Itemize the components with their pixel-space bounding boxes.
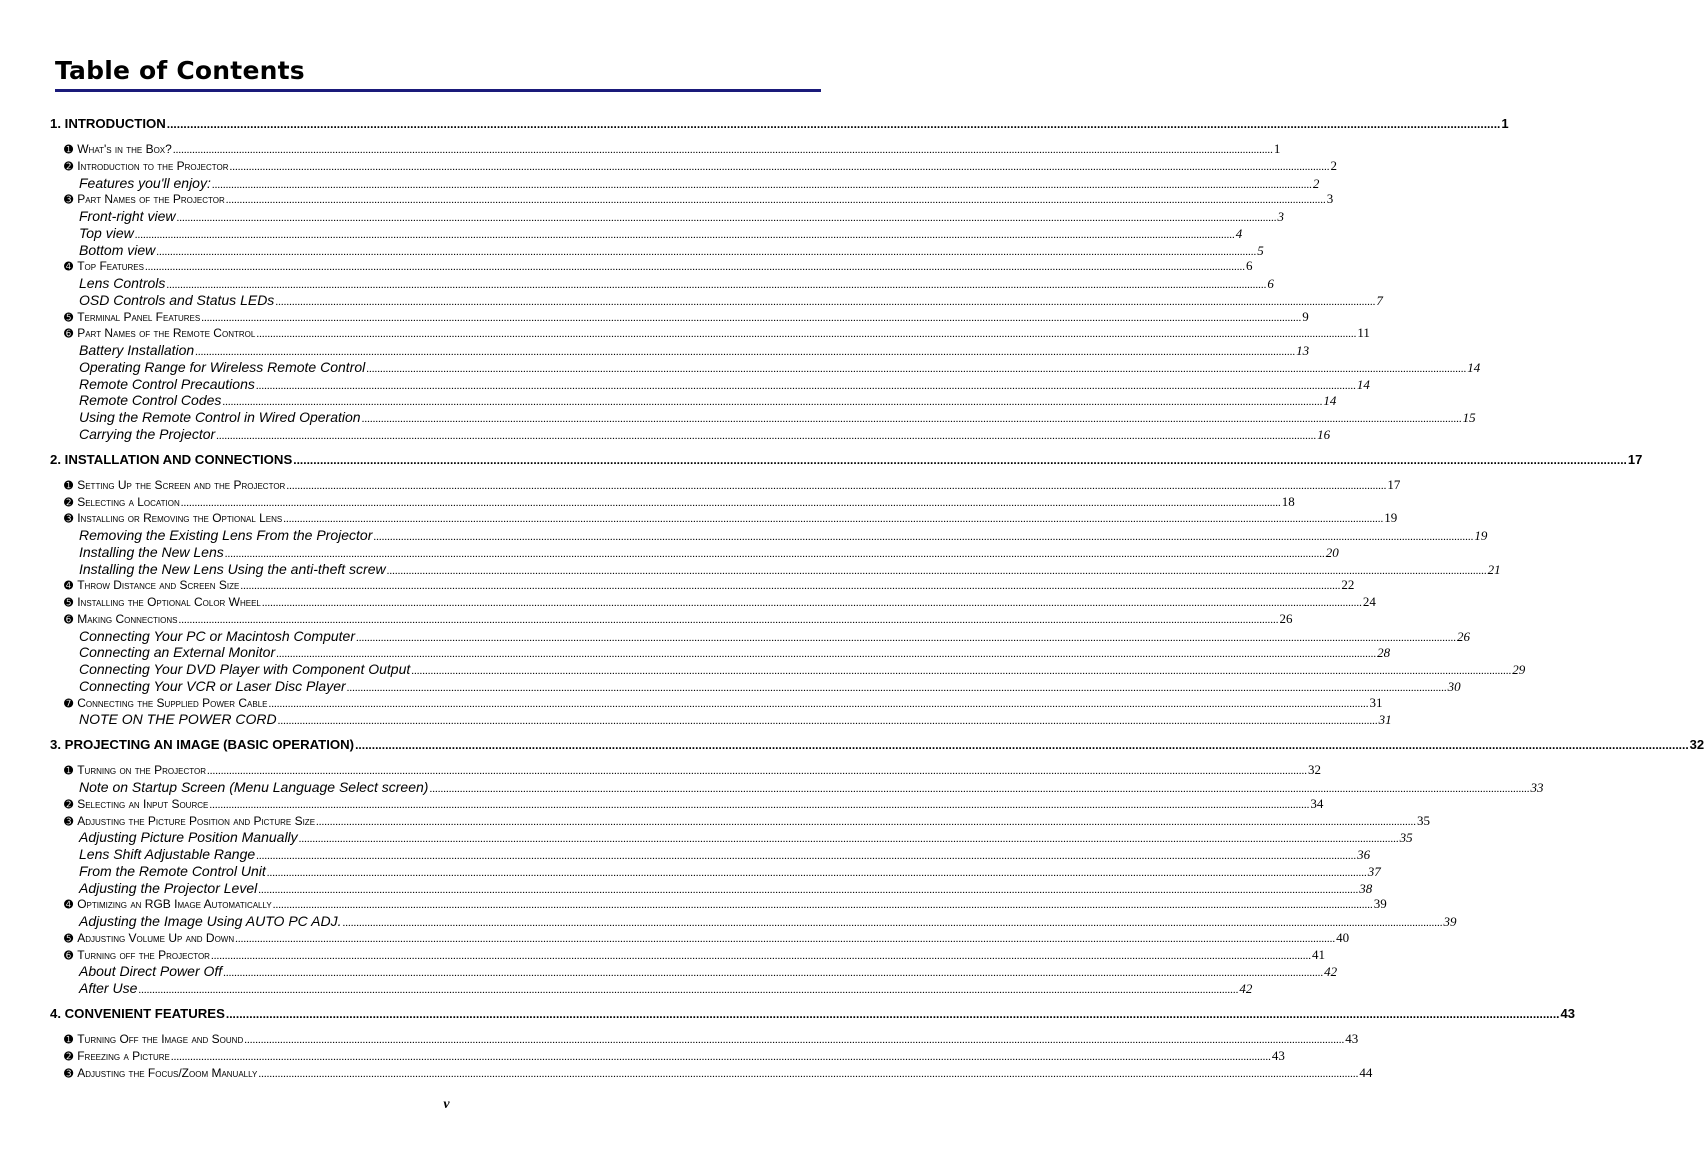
toc-entry-title: 1. INTRODUCTION [50, 116, 166, 131]
toc-title: Table of Contents [55, 56, 305, 85]
toc-entry-title: Adjusting the Picture Position and Picture Size [77, 813, 316, 828]
dot-leader: ................................................................................................................................................................................................................................................................................................................................................................................................................ [222, 396, 1323, 409]
dot-leader: ................................................................................................................................................................................................................................................................................................................................................................................................................ [223, 967, 1324, 980]
toc-entry-title: Turning off the Projector [77, 947, 210, 962]
dot-leader: ................................................................................................................................................................................................................................................................................................................................................................................................................ [216, 429, 1317, 442]
toc-section[interactable] [64, 1064, 1373, 1081]
toc-subsection[interactable] [79, 879, 1373, 897]
dot-leader: ................................................................................................................................................................................................................................................................................................................................................................................................................ [366, 362, 1467, 375]
toc-page-number: 24 [1362, 594, 1376, 609]
toc-subsection[interactable] [79, 779, 1544, 796]
toc-page-number: 42 [1239, 981, 1253, 996]
toc-page-number: 29 [1512, 662, 1526, 677]
toc-entry-title: Installing the New Lens Using the anti-theft screw [79, 560, 386, 577]
section-number-icon: ➊ [64, 478, 74, 492]
toc-entry-title: Top Features [77, 259, 144, 274]
toc-section[interactable] [64, 476, 1401, 493]
toc-entry-title: Throw Distance and Screen Size [77, 578, 240, 593]
toc-page-number: 17 [1387, 476, 1401, 492]
toc-entry-title: Installing or Removing the Optional Lens [77, 511, 283, 526]
toc-chapter[interactable] [50, 451, 1643, 467]
toc-subsection[interactable] [79, 913, 1457, 930]
page-number: v [443, 1097, 450, 1112]
toc-entry-title: Top view [79, 224, 134, 241]
dot-leader: ................................................................................................................................................................................................................................................................................................................................................................................................................ [293, 452, 1627, 467]
toc-entry-title: 3. PROJECTING AN IMAGE (BASIC OPERATION) [50, 737, 355, 753]
toc-page-number: 36 [1357, 847, 1371, 862]
toc-page-number: 28 [1377, 645, 1391, 661]
toc-page-number: 1 [1501, 116, 1509, 131]
toc-page-number: 3 [1277, 209, 1284, 224]
toc-page-number: 6 [1267, 276, 1274, 291]
toc-entry-title: Carrying the Projector [79, 425, 216, 442]
toc-entry-title: About Direct Power Off [79, 963, 223, 980]
dot-leader: ................................................................................................................................................................................................................................................................................................................................................................................................................ [258, 1067, 1359, 1080]
toc-page-number: 34 [1310, 795, 1324, 811]
dot-leader: ................................................................................................................................................................................................................................................................................................................................................................................................................ [180, 496, 1281, 509]
toc-entry-title: Lens Controls [79, 275, 166, 291]
toc-page-number: 14 [1323, 393, 1337, 409]
dot-leader: ................................................................................................................................................................................................................................................................................................................................................................................................................ [210, 949, 1311, 962]
toc-entry-title: Installing the Optional Color Wheel [77, 595, 261, 609]
dot-leader: ................................................................................................................................................................................................................................................................................................................................................................................................................ [256, 328, 1357, 341]
dot-leader: ................................................................................................................................................................................................................................................................................................................................................................................................................ [342, 917, 1443, 929]
dot-leader: ................................................................................................................................................................................................................................................................................................................................................................................................................ [240, 580, 1341, 593]
toc-page-number: 7 [1376, 292, 1383, 308]
dot-leader: ................................................................................................................................................................................................................................................................................................................................................................................................................ [346, 681, 1447, 694]
toc-page-number: 43 [1271, 1047, 1285, 1063]
toc-section[interactable] [64, 594, 1376, 610]
toc-entry-title: Connecting an External Monitor [79, 644, 276, 661]
toc-page-number: 13 [1296, 343, 1310, 358]
toc-section[interactable] [64, 762, 1321, 778]
toc-entry-title: Lens Shift Adjustable Range [79, 846, 256, 862]
toc-page-number: 3 [1326, 191, 1334, 207]
section-number-icon: ➍ [64, 260, 74, 274]
section-number-icon: ➋ [64, 1049, 74, 1063]
toc-section[interactable] [64, 493, 1295, 510]
toc-entry-title: NOTE ON THE POWER CORD [79, 711, 277, 728]
toc-subsection[interactable] [79, 677, 1461, 695]
toc-entry-title: Connecting Your DVD Player with Component Output [79, 661, 411, 677]
toc-page-number: 40 [1336, 929, 1350, 945]
toc-entry-title: Remote Control Precautions [79, 375, 255, 392]
toc-subsection[interactable] [79, 627, 1470, 645]
toc-subsection[interactable] [79, 291, 1383, 309]
toc-section[interactable] [64, 1047, 1285, 1064]
dot-leader: ................................................................................................................................................................................................................................................................................................................................................................................................................ [195, 346, 1296, 358]
toc-subsection[interactable] [79, 560, 1501, 578]
toc-section[interactable] [64, 1031, 1359, 1047]
dot-leader: ................................................................................................................................................................................................................................................................................................................................................................................................................ [235, 932, 1336, 945]
toc-entry-title: Connecting Your VCR or Laser Disc Player [79, 677, 346, 694]
dot-leader: ................................................................................................................................................................................................................................................................................................................................................................................................................ [316, 815, 1417, 828]
toc-page-number: 4 [1235, 225, 1243, 241]
toc-entry-title: Selecting a Location [77, 494, 180, 509]
toc-section[interactable] [64, 812, 1431, 829]
dot-leader: ................................................................................................................................................................................................................................................................................................................................................................................................................ [206, 765, 1307, 778]
toc-section[interactable] [64, 795, 1324, 812]
toc-page-number: 39 [1443, 914, 1457, 929]
toc-page-number: 31 [1378, 712, 1392, 728]
dot-leader: ................................................................................................................................................................................................................................................................................................................................................................................................................ [225, 194, 1326, 207]
dot-leader: ................................................................................................................................................................................................................................................................................................................................................................................................................ [176, 212, 1277, 224]
toc-subsection[interactable] [79, 375, 1370, 393]
toc-section[interactable] [64, 896, 1387, 912]
toc-page-number: 38 [1359, 880, 1373, 896]
dot-leader: ................................................................................................................................................................................................................................................................................................................................................................................................................ [211, 178, 1312, 191]
toc-entry-title: Adjusting the Focus/Zoom Manually [77, 1065, 258, 1080]
dot-leader: ................................................................................................................................................................................................................................................................................................................................................................................................................ [144, 261, 1245, 274]
toc-entry-title: Turning Off the Image and Sound [77, 1032, 244, 1046]
dot-leader: ................................................................................................................................................................................................................................................................................................................................................................................................................ [166, 279, 1267, 291]
toc-entry-title: Making Connections [77, 611, 178, 626]
section-number-icon: ➊ [64, 1033, 74, 1046]
dot-leader: ................................................................................................................................................................................................................................................................................................................................................................................................................ [255, 379, 1356, 392]
dot-leader: ................................................................................................................................................................................................................................................................................................................................................................................................................ [224, 547, 1325, 560]
toc-entry-title: After Use [79, 980, 138, 996]
toc-page-number: 39 [1373, 896, 1387, 912]
dot-leader: ................................................................................................................................................................................................................................................................................................................................................................................................................ [386, 564, 1487, 577]
dot-leader: ................................................................................................................................................................................................................................................................................................................................................................................................................ [286, 479, 1387, 492]
toc-page-number: 20 [1325, 544, 1339, 560]
toc-section[interactable] [64, 141, 1281, 157]
dot-leader: ................................................................................................................................................................................................................................................................................................................................................................................................................ [244, 1034, 1345, 1046]
toc-page-number: 9 [1302, 308, 1309, 324]
toc-subsection[interactable] [79, 275, 1274, 292]
toc-page-number: 31 [1369, 694, 1383, 710]
toc-page-number: 14 [1356, 376, 1370, 392]
toc-entry-title: Selecting an Input Source [77, 796, 209, 811]
toc-page-number: 14 [1467, 359, 1481, 375]
toc-entry-title: Bottom view [79, 241, 156, 258]
section-number-icon: ➌ [64, 814, 74, 828]
dot-leader: ................................................................................................................................................................................................................................................................................................................................................................................................................ [256, 850, 1357, 862]
toc-entry-title: Part Names of the Remote Control [77, 326, 256, 341]
toc-entry-title: 4. CONVENIENT FEATURES [50, 1006, 225, 1021]
toc-page-number: 32 [1307, 762, 1321, 778]
toc-entry-title: Adjusting the Image Using AUTO PC ADJ. [79, 913, 342, 929]
toc-page-number: 19 [1384, 510, 1398, 526]
toc-entry-title: Removing the Existing Lens From the Projector [79, 527, 373, 543]
toc-subsection[interactable] [79, 661, 1526, 678]
toc-section[interactable] [64, 258, 1253, 274]
section-number-icon: ➌ [64, 193, 74, 207]
dot-leader: ................................................................................................................................................................................................................................................................................................................................................................................................................ [429, 783, 1530, 795]
toc-entry-title: Operating Range for Wireless Remote Control [79, 358, 366, 375]
toc-subsection[interactable] [79, 409, 1476, 426]
toc-section[interactable] [64, 577, 1355, 593]
dot-leader: ................................................................................................................................................................................................................................................................................................................................................................................................................ [170, 1050, 1271, 1063]
toc-page-number: 26 [1279, 610, 1293, 626]
dot-leader: ................................................................................................................................................................................................................................................................................................................................................................................................................ [356, 631, 1456, 644]
toc-subsection[interactable] [79, 174, 1320, 192]
toc-entry-title: From the Remote Control Unit [79, 862, 266, 879]
section-number-icon: ➎ [64, 931, 74, 945]
dot-leader: ................................................................................................................................................................................................................................................................................................................................................................................................................ [201, 311, 1302, 324]
toc-subsection[interactable] [79, 963, 1338, 980]
section-number-icon: ➏ [64, 612, 74, 626]
section-number-icon: ➎ [64, 310, 74, 324]
toc-subsection[interactable] [79, 862, 1381, 880]
toc-entry-title: Connecting the Supplied Power Cable [77, 695, 268, 710]
dot-leader: ................................................................................................................................................................................................................................................................................................................................................................................................................ [276, 648, 1377, 661]
toc-section[interactable] [64, 694, 1383, 711]
dot-leader: ................................................................................................................................................................................................................................................................................................................................................................................................................ [172, 144, 1273, 156]
dot-leader: ................................................................................................................................................................................................................................................................................................................................................................................................................ [355, 738, 1689, 753]
toc-subsection[interactable] [79, 846, 1371, 863]
toc-section[interactable] [64, 157, 1337, 174]
toc-page-number: 18 [1281, 493, 1295, 509]
toc-subsection[interactable] [79, 224, 1243, 242]
toc-page-number: 33 [1530, 780, 1544, 795]
toc-page-number: 6 [1245, 258, 1253, 274]
toc-subsection[interactable] [79, 358, 1481, 376]
toc-entry-title: Adjusting Picture Position Manually [79, 829, 298, 846]
toc-page-number: 1 [1273, 141, 1281, 156]
toc-entry-title: Terminal Panel Features [77, 309, 201, 324]
toc-page-number: 15 [1462, 410, 1476, 425]
toc-entry-title: Front-right view [79, 208, 176, 224]
section-number-icon: ➐ [64, 696, 74, 710]
toc-page-number: 30 [1447, 678, 1461, 694]
dot-leader: ................................................................................................................................................................................................................................................................................................................................................................................................................ [229, 160, 1330, 173]
section-number-icon: ➌ [64, 512, 74, 526]
toc-entry-title: Connecting Your PC or Macintosh Computer [79, 627, 355, 644]
toc-page-number: 42 [1324, 964, 1338, 980]
toc-subsection[interactable] [79, 829, 1413, 846]
dot-leader: ................................................................................................................................................................................................................................................................................................................................................................................................................ [283, 513, 1384, 526]
section-number-icon: ➍ [64, 898, 74, 912]
toc-section[interactable] [64, 191, 1334, 207]
toc-entry-title: 2. INSTALLATION AND CONNECTIONS [50, 451, 293, 467]
dot-leader: ................................................................................................................................................................................................................................................................................................................................................................................................................ [275, 295, 1376, 308]
dot-leader: ................................................................................................................................................................................................................................................................................................................................................................................................................ [166, 117, 1501, 131]
toc-subsection[interactable] [79, 241, 1264, 259]
section-number-icon: ➎ [64, 596, 74, 609]
dot-leader: ................................................................................................................................................................................................................................................................................................................................................................................................................ [225, 1007, 1560, 1021]
toc-entry-title: Note on Startup Screen (Menu Language Select screen) [79, 779, 429, 795]
dot-leader: ................................................................................................................................................................................................................................................................................................................................................................................................................ [209, 798, 1310, 811]
toc-page-number: 2 [1330, 157, 1337, 173]
dot-leader: ................................................................................................................................................................................................................................................................................................................................................................................................................ [361, 413, 1462, 425]
toc-page-number: 2 [1312, 175, 1320, 191]
toc-section[interactable] [64, 610, 1293, 627]
toc-page-number: 5 [1257, 242, 1264, 258]
toc-page-number: 41 [1311, 946, 1325, 962]
toc-page-number: 22 [1341, 577, 1355, 593]
toc-entry-title: Optimizing an RGB Image Automatically [77, 897, 272, 912]
toc-chapter[interactable] [50, 116, 1509, 131]
toc-section[interactable] [64, 929, 1350, 946]
toc-subsection[interactable] [79, 980, 1253, 997]
dot-leader: ................................................................................................................................................................................................................................................................................................................................................................................................................ [277, 715, 1378, 728]
toc-page-number: 19 [1474, 528, 1488, 543]
toc-entry-title: Battery Installation [79, 342, 195, 358]
section-number-icon: ➊ [64, 143, 74, 156]
toc-entry-title: Part Names of the Projector [77, 192, 225, 207]
section-number-icon: ➊ [64, 764, 74, 778]
toc-entry-title: Using the Remote Control in Wired Operation [79, 409, 361, 425]
dot-leader: ................................................................................................................................................................................................................................................................................................................................................................................................................ [156, 245, 1257, 258]
dot-leader: ................................................................................................................................................................................................................................................................................................................................................................................................................ [261, 597, 1362, 609]
toc-subsection[interactable] [79, 342, 1310, 359]
toc-entry-title: Setting Up the Screen and the Projector [77, 477, 286, 492]
toc-entry-title: Installing the New Lens [79, 543, 224, 560]
section-number-icon: ➌ [64, 1066, 74, 1080]
dot-leader: ................................................................................................................................................................................................................................................................................................................................................................................................................ [298, 833, 1399, 846]
toc-page-number: 17 [1627, 451, 1643, 467]
dot-leader: ................................................................................................................................................................................................................................................................................................................................................................................................................ [272, 899, 1373, 912]
toc-page-number: 21 [1487, 561, 1501, 577]
section-number-icon: ➋ [64, 159, 74, 173]
section-number-icon: ➋ [64, 797, 74, 811]
toc-subsection[interactable] [79, 543, 1339, 561]
toc-entry-title: Adjusting the Projector Level [79, 879, 258, 896]
toc-page-number: 32 [1689, 737, 1704, 753]
toc-page-number: 35 [1417, 812, 1431, 828]
dot-leader: ................................................................................................................................................................................................................................................................................................................................................................................................................ [268, 697, 1369, 710]
toc-entry-title: Turning on the Projector [77, 763, 206, 778]
dot-leader: ................................................................................................................................................................................................................................................................................................................................................................................................................ [411, 665, 1512, 677]
toc-section[interactable] [64, 308, 1309, 325]
toc-section[interactable] [64, 946, 1325, 963]
toc-page-number: 37 [1367, 863, 1381, 879]
section-number-icon: ➏ [64, 948, 74, 962]
toc-entry-title: Features you'll enjoy: [79, 174, 211, 191]
dot-leader: ................................................................................................................................................................................................................................................................................................................................................................................................................ [373, 531, 1474, 543]
dot-leader: ................................................................................................................................................................................................................................................................................................................................................................................................................ [138, 984, 1239, 996]
toc-subsection[interactable] [79, 527, 1488, 544]
dot-leader: ................................................................................................................................................................................................................................................................................................................................................................................................................ [178, 613, 1279, 626]
toc-subsection[interactable] [79, 711, 1392, 728]
toc-entry-title: Adjusting Volume Up and Down [77, 930, 235, 945]
dot-leader: ................................................................................................................................................................................................................................................................................................................................................................................................................ [134, 228, 1235, 241]
toc-entry-title: Remote Control Codes [79, 392, 222, 409]
toc-entry-title: Freezing a Picture [77, 1048, 170, 1063]
dot-leader: ................................................................................................................................................................................................................................................................................................................................................................................................................ [266, 866, 1367, 879]
toc-entry-title: What's in the Box? [77, 142, 172, 156]
toc-subsection[interactable] [79, 392, 1337, 409]
toc-entry-title: OSD Controls and Status LEDs [79, 291, 275, 308]
toc-page-number: 11 [1357, 325, 1370, 341]
toc-chapter[interactable] [50, 1006, 1575, 1021]
toc-subsection[interactable] [79, 644, 1391, 661]
toc-page-number: 16 [1317, 426, 1331, 442]
toc-page-number: 44 [1359, 1064, 1373, 1080]
dot-leader: ................................................................................................................................................................................................................................................................................................................................................................................................................ [258, 883, 1359, 896]
toc-chapter[interactable] [50, 737, 1704, 753]
toc-section[interactable] [64, 325, 1370, 341]
section-number-icon: ➏ [64, 327, 74, 341]
toc-entry-title: Introduction to the Projector [77, 158, 229, 173]
section-number-icon: ➋ [64, 495, 74, 509]
toc-page-number: 26 [1457, 628, 1470, 644]
section-number-icon: ➍ [64, 579, 74, 593]
toc-subsection[interactable] [79, 208, 1284, 225]
toc-subsection[interactable] [79, 425, 1331, 443]
toc-section[interactable] [64, 510, 1398, 526]
toc-page-number: 35 [1399, 830, 1413, 846]
toc-page-number: 43 [1345, 1031, 1359, 1046]
toc-page-number: 43 [1560, 1006, 1575, 1021]
